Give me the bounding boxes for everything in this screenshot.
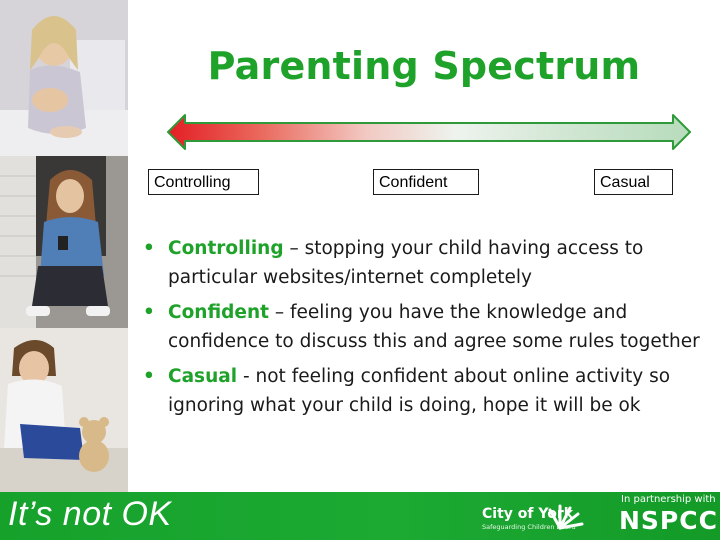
- spectrum-arrow-body: [168, 115, 690, 149]
- photo-boy-with-teddy-bear: [0, 328, 128, 492]
- list-item: [140, 298, 710, 356]
- nspcc-logo: NSPCC: [619, 506, 718, 535]
- photo-strip: [0, 0, 128, 492]
- label-controlling: Controlling: [148, 169, 259, 195]
- page-title: Parenting Spectrum: [207, 44, 641, 88]
- bullet-icon: •: [143, 302, 155, 323]
- definition-confident: – feeling you have the knowledge and confidence to discuss this and agree some rules together: [168, 302, 700, 352]
- spectrum-arrow: [165, 112, 693, 152]
- list-item: [140, 362, 710, 420]
- bullet-icon: •: [143, 366, 155, 387]
- label-casual: Casual: [594, 169, 673, 195]
- term-confident: Confident: [168, 302, 269, 323]
- footer-bar: [0, 492, 720, 540]
- photo-girl-with-phone: [0, 156, 128, 328]
- list-item: [140, 234, 710, 292]
- definition-casual: - not feeling confident about online activity so ignoring what your child is doing, hope it will be ok: [168, 366, 671, 416]
- footer-slogan: It’s not OK: [8, 495, 172, 533]
- partnership-text: In partnership with: [621, 494, 716, 505]
- york-subtitle: Safeguarding Children Board: [482, 523, 576, 531]
- definition-list: [140, 234, 710, 426]
- term-casual: Casual: [168, 366, 238, 387]
- definition-controlling: – stopping your child having access to particular websites/internet completely: [168, 238, 644, 288]
- term-controlling: Controlling: [168, 238, 284, 259]
- york-name: City of York: [482, 506, 574, 522]
- photo-girl-hugging-knees: [0, 0, 128, 156]
- bullet-icon: •: [143, 238, 155, 259]
- label-confident: Confident: [373, 169, 479, 195]
